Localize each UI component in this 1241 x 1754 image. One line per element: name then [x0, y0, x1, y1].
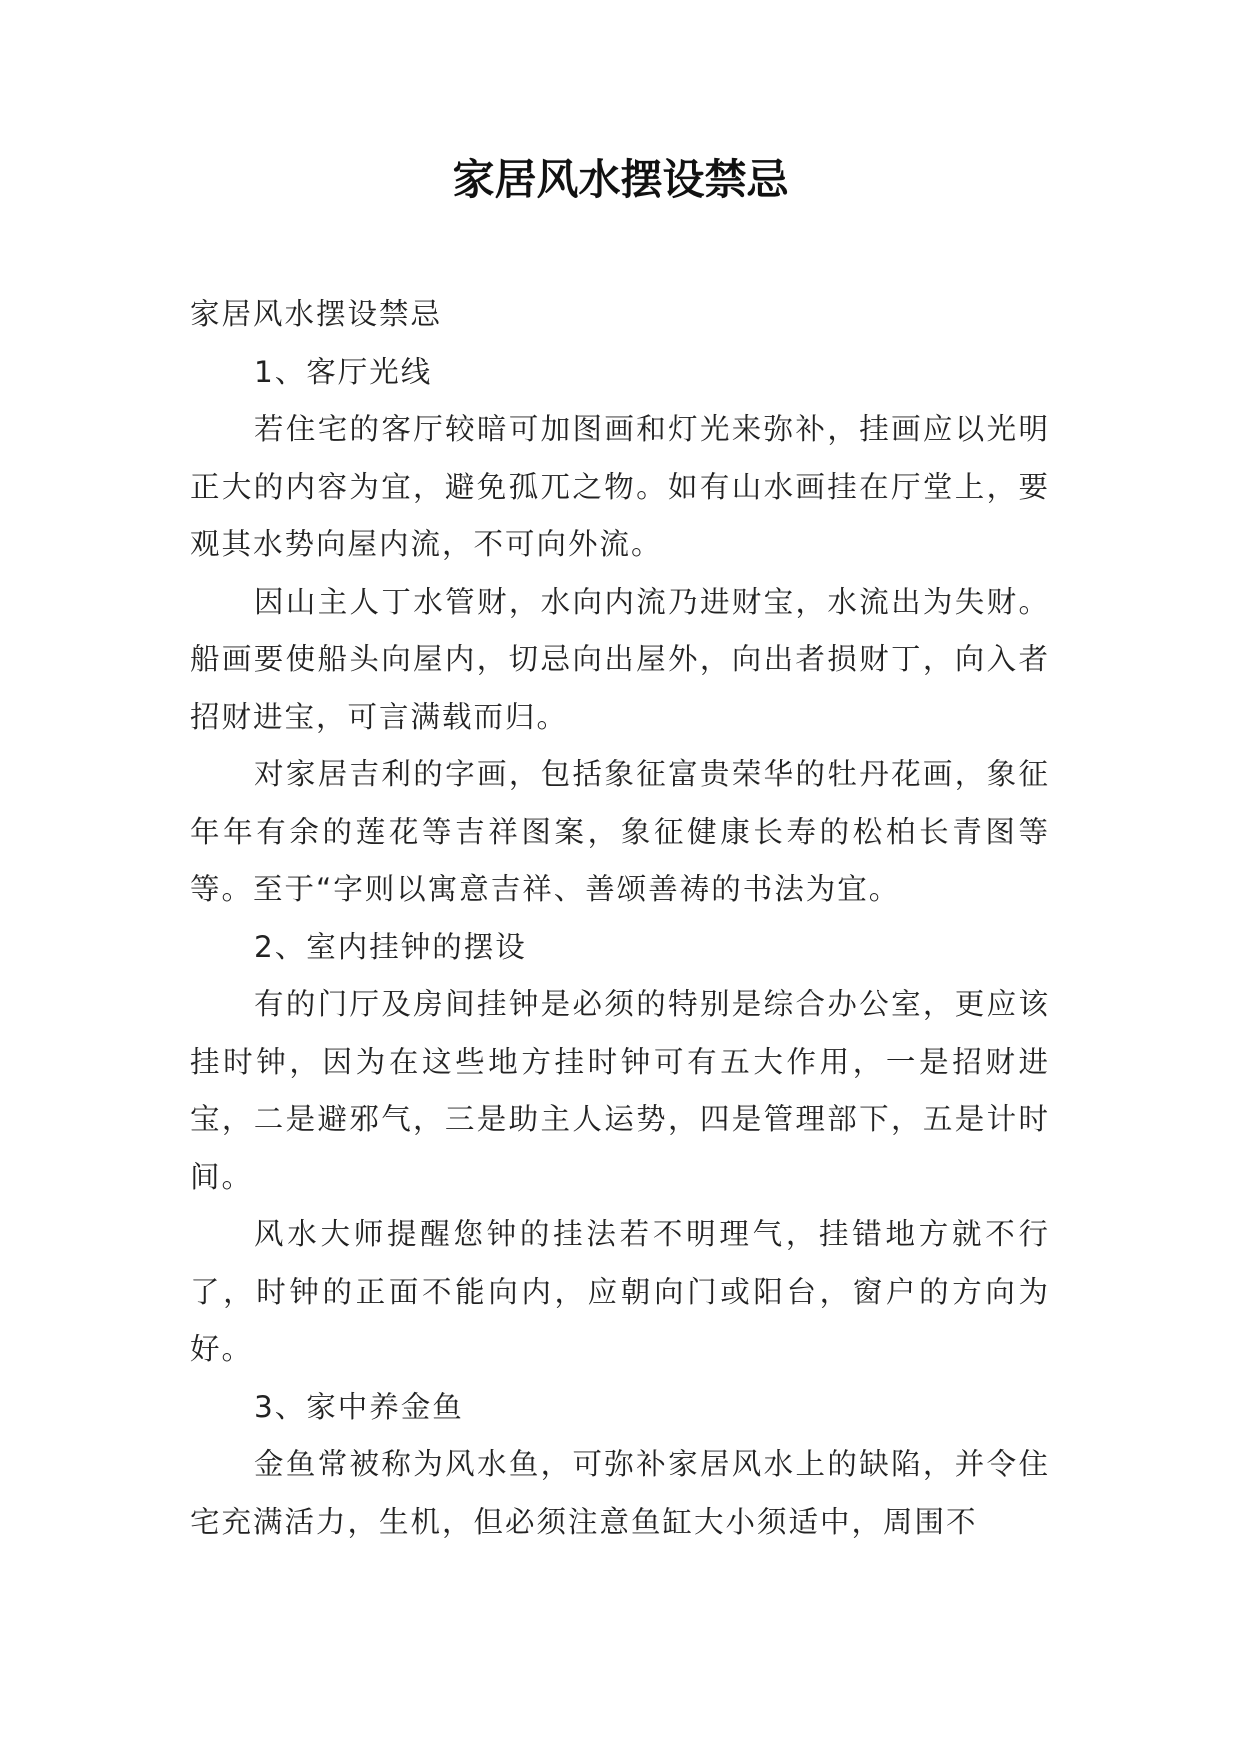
section-heading-1: 1、客厅光线 — [254, 354, 433, 389]
paragraph: 金鱼常被称为风水鱼，可弥补家居风水上的缺陷，并令住宅充满活力，生机，但必须注意鱼缸大小须适中，周围不 — [190, 1447, 1050, 1539]
section-heading-2: 2、室内挂钟的摆设 — [254, 929, 527, 964]
section-heading-3: 3、家中养金鱼 — [254, 1389, 464, 1424]
document-title: 家居风水摆设禁忌 — [452, 155, 789, 204]
paragraph: 若住宅的客厅较暗可加图画和灯光来弥补，挂画应以光明正大的内容为宜，避免孤兀之物。如有山水画挂在厅堂上，要观其水势向屋内流，不可向外流。 — [190, 412, 1050, 561]
paragraph-heading: 家居风水摆设禁忌 — [190, 297, 443, 331]
paragraph: 有的门厅及房间挂钟是必须的特别是综合办公室，更应该挂时钟，因为在这些地方挂时钟可有五大作用，一是招财进宝，二是避邪气，三是助主人运势，四是管理部下，五是计时间。 — [190, 987, 1050, 1194]
paragraph: 对家居吉利的字画，包括象征富贵荣华的牡丹花画，象征年年有余的莲花等吉祥图案，象征健康长寿的松柏长青图等等。至于“字则以寓意吉祥、善颂善祷的书法为宜。 — [190, 757, 1050, 906]
document-body — [190, 286, 1050, 1551]
paragraph: 风水大师提醒您钟的挂法若不明理气，挂错地方就不行了，时钟的正面不能向内，应朝向门或阳台，窗户的方向为好。 — [190, 1217, 1050, 1366]
paragraph: 因山主人丁水管财，水向内流乃进财宝，水流出为失财。船画要使船头向屋内，切忌向出屋外，向出者损财丁，向入者招财进宝，可言满载而归。 — [190, 584, 1050, 734]
